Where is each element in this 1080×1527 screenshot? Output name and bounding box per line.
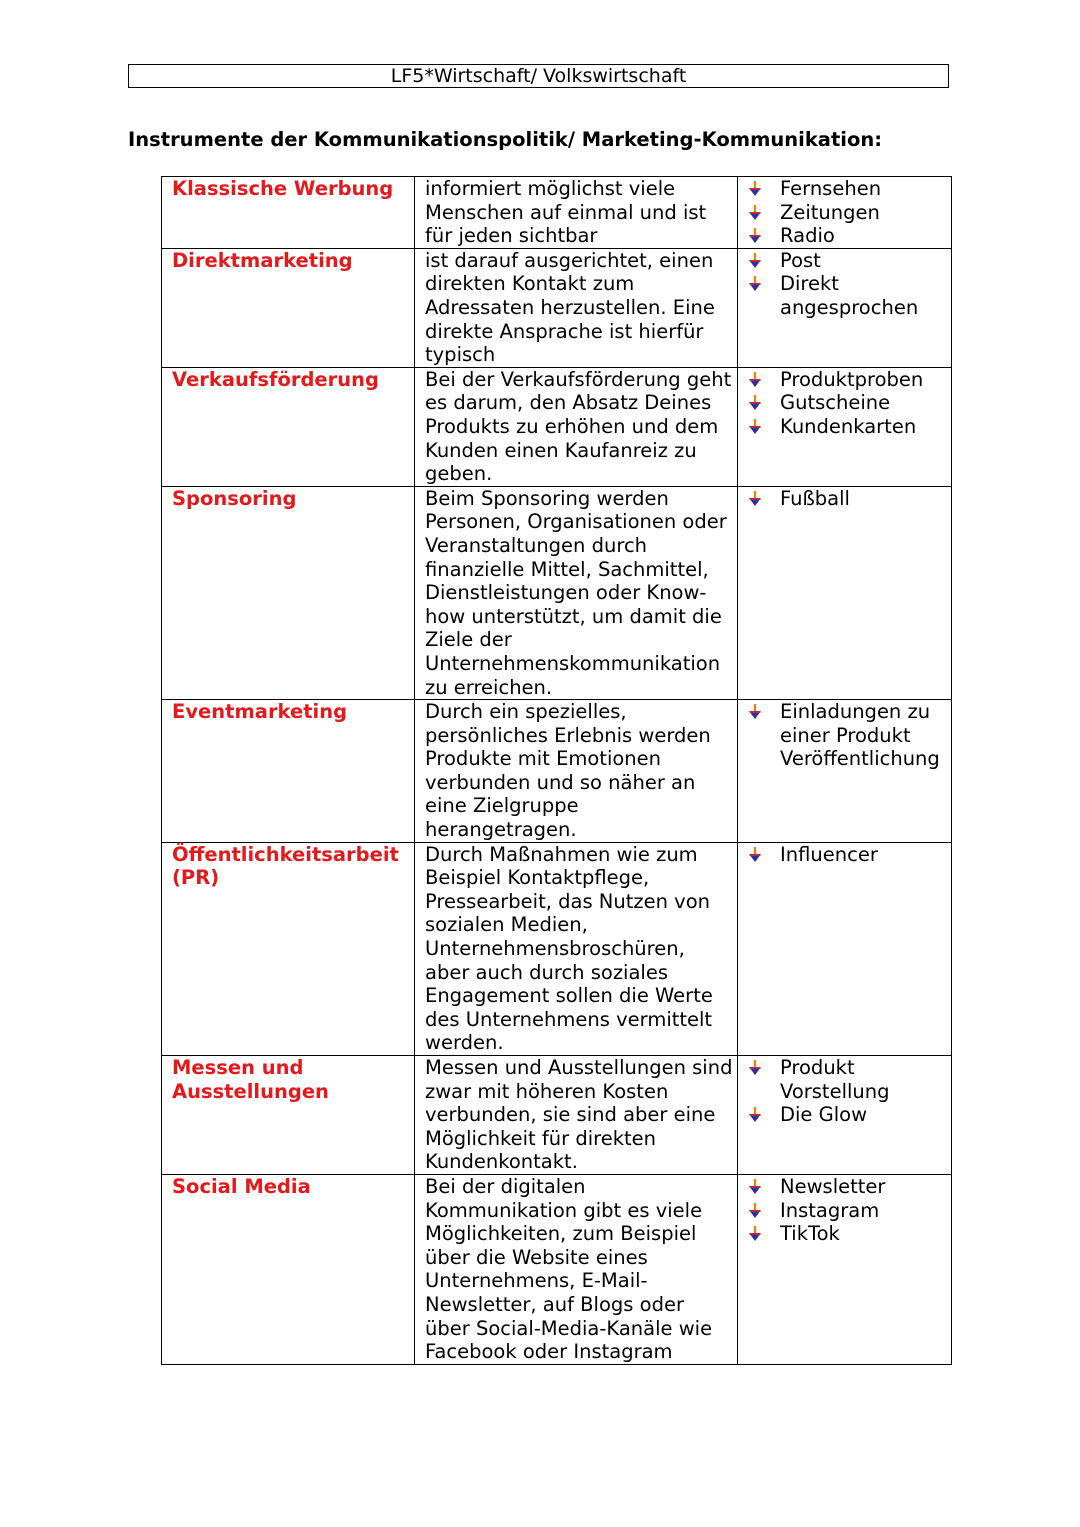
instrument-label-cell — [162, 1174, 415, 1364]
arrow-down-bullet-icon — [744, 1199, 780, 1223]
list-item — [744, 1056, 951, 1103]
arrow-down-bullet-icon — [744, 700, 780, 724]
instrument-description: Messen und Ausstellungen sind zwar mit höheren Kosten verbunden, sie sind aber eine Möglichkeit für direkten Kundenkontakt. — [415, 1056, 738, 1175]
example-text: Fernsehen — [780, 177, 882, 200]
instrument-label: Verkaufsförderung — [172, 367, 379, 391]
instrument-examples-cell — [738, 700, 952, 843]
list-item — [744, 1175, 951, 1199]
instrument-description: Bei der Verkaufsförderung geht es darum, den Absatz Deines Produkts zu erhöhen und dem Kunden einen Kaufanreiz zu geben. — [415, 367, 738, 486]
instrument-description: Beim Sponsoring werden Personen, Organisationen oder Veranstaltungen durch finanzielle Mittel, Sachmittel, Dienstleistungen oder Know-how unterstützt, um damit die Ziele der Unternehmenskommunikation zu erreichen. — [415, 486, 738, 699]
page-header-box — [128, 64, 949, 88]
example-text: TikTok — [780, 1222, 840, 1246]
example-text: Direkt angesprochen — [780, 272, 919, 319]
example-text: Die Glow — [780, 1103, 868, 1127]
section-heading: Instrumente der Kommunikationspolitik/ Marketing-Kommunikation: — [128, 128, 883, 151]
list-item — [744, 700, 951, 771]
examples-list — [744, 700, 951, 771]
page-header-title: LF5*Wirtschaft/ Volkswirtschaft — [390, 65, 687, 87]
example-text: Einladungen zu einer Produkt Veröffentlichung — [780, 700, 940, 771]
instrument-label-cell — [162, 842, 415, 1055]
list-item — [744, 249, 951, 273]
instrument-label-cell — [162, 1056, 415, 1175]
instrument-description: Durch Maßnahmen wie zum Beispiel Kontaktpflege, Pressearbeit, das Nutzen von sozialen Medien, Unternehmensbroschüren, aber auch durch soziales Engagement sollen die Werte des Unternehmens vermittelt werden. — [415, 842, 738, 1055]
arrow-down-bullet-icon — [744, 391, 780, 415]
table-row — [162, 842, 952, 1055]
arrow-down-bullet-icon — [744, 487, 780, 511]
list-item — [744, 177, 951, 201]
list-item — [744, 487, 951, 511]
arrow-down-bullet-icon — [744, 843, 780, 867]
arrow-down-bullet-icon — [744, 201, 780, 225]
instrument-label-cell — [162, 700, 415, 843]
examples-list — [744, 487, 951, 511]
instrument-description: ist darauf ausgerichtet, einen direkten Kontakt zum Adressaten herzustellen. Eine direkte Ansprache ist hierfür typisch — [415, 248, 738, 367]
instrument-description: informiert möglichst viele Menschen auf einmal und ist für jeden sichtbar — [415, 177, 738, 249]
arrow-down-bullet-icon — [744, 224, 780, 248]
list-item — [744, 1199, 951, 1223]
arrow-down-bullet-icon — [744, 1175, 780, 1199]
list-item — [744, 415, 951, 439]
arrow-down-bullet-icon — [744, 368, 780, 392]
table-row — [162, 1056, 952, 1175]
instrument-label: Sponsoring — [172, 486, 297, 510]
table-row — [162, 700, 952, 843]
instrument-label: Öffentlichkeitsarbeit (PR) — [172, 842, 399, 890]
instrument-label-cell — [162, 177, 415, 249]
list-item — [744, 1103, 951, 1127]
example-text: Fußball — [780, 486, 850, 510]
example-text: Produkt Vorstellung — [780, 1056, 890, 1103]
example-text: Zeitungen — [780, 200, 880, 224]
list-item — [744, 224, 951, 248]
arrow-down-bullet-icon — [744, 177, 780, 201]
example-text: Radio — [780, 224, 835, 248]
instrument-label: Messen und Ausstellungen — [172, 1056, 329, 1103]
list-item — [744, 1222, 951, 1246]
example-text: Newsletter — [780, 1174, 886, 1198]
instrument-description: Bei der digitalen Kommunikation gibt es viele Möglichkeiten, zum Beispiel über die Website eines Unternehmens, E-Mail-Newsletter, auf Blogs oder über Social-Media-Kanäle wie Facebook oder Instagram — [415, 1174, 738, 1364]
instrument-label: Klassische Werbung — [172, 177, 394, 200]
list-item — [744, 368, 951, 392]
instrument-label: Social Media — [172, 1174, 311, 1198]
instrument-examples-cell — [738, 842, 952, 1055]
instrument-label-cell — [162, 367, 415, 486]
instrument-label-cell — [162, 248, 415, 367]
table-row — [162, 486, 952, 699]
examples-list — [744, 368, 951, 439]
arrow-down-bullet-icon — [744, 1103, 780, 1127]
examples-list — [744, 1056, 951, 1127]
list-item — [744, 272, 951, 319]
examples-list — [744, 843, 951, 867]
example-text: Influencer — [780, 842, 878, 866]
example-text: Post — [780, 248, 821, 272]
instrument-examples-cell — [738, 1056, 952, 1175]
instrument-examples-cell — [738, 486, 952, 699]
list-item — [744, 391, 951, 415]
examples-list — [744, 1175, 951, 1246]
arrow-down-bullet-icon — [744, 415, 780, 439]
arrow-down-bullet-icon — [744, 272, 780, 296]
example-text: Instagram — [780, 1198, 880, 1222]
instrument-examples-cell — [738, 1174, 952, 1364]
example-text: Kundenkarten — [780, 414, 917, 438]
example-text: Gutscheine — [780, 391, 891, 415]
arrow-down-bullet-icon — [744, 249, 780, 273]
instruments-table — [161, 176, 952, 1365]
list-item — [744, 201, 951, 225]
table-row — [162, 177, 952, 249]
table-row — [162, 367, 952, 486]
arrow-down-bullet-icon — [744, 1222, 780, 1246]
instrument-description: Durch ein spezielles, persönliches Erlebnis werden Produkte mit Emotionen verbunden und so näher an eine Zielgruppe herangetragen. — [415, 700, 738, 843]
table-row — [162, 248, 952, 367]
example-text: Produktproben — [780, 367, 924, 391]
examples-list — [744, 177, 951, 248]
arrow-down-bullet-icon — [744, 1056, 780, 1080]
instrument-label: Eventmarketing — [172, 700, 348, 724]
instrument-examples-cell — [738, 177, 952, 249]
examples-list — [744, 249, 951, 320]
list-item — [744, 843, 951, 867]
instrument-examples-cell — [738, 248, 952, 367]
instrument-label: Direktmarketing — [172, 248, 353, 272]
instrument-examples-cell — [738, 367, 952, 486]
table-row — [162, 1174, 952, 1364]
instrument-label-cell — [162, 486, 415, 699]
